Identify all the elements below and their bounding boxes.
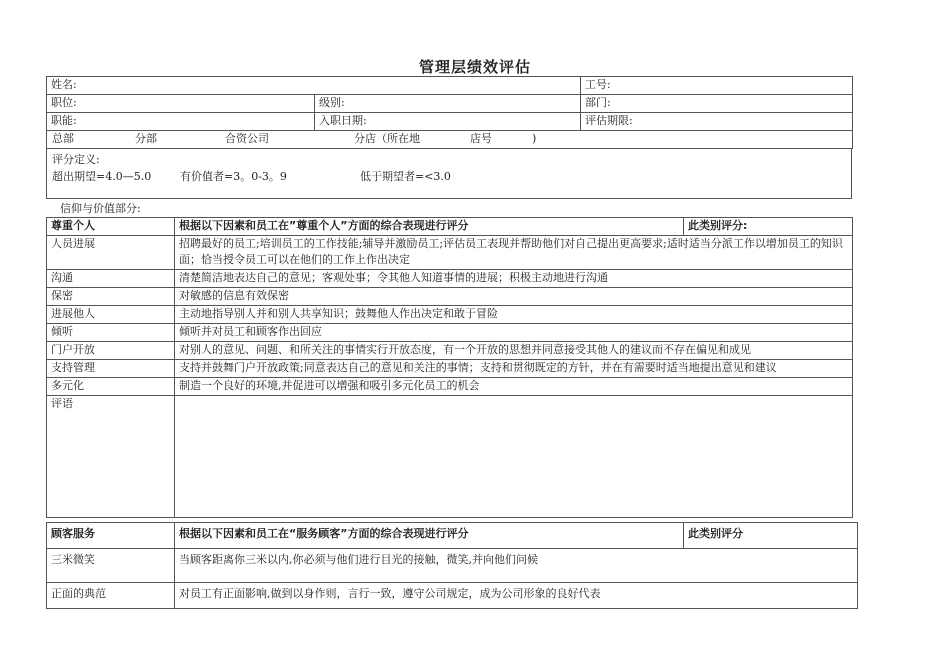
criteria-header: 根据以下因素和员工在”尊重个人”方面的综合表现进行评分 (175, 218, 684, 236)
factor-name: 倾听 (47, 324, 175, 342)
factor-description: 招聘最好的员工;培训员工的工作技能;辅导并激励员工;评估员工表现并帮助他们对自己提出更高要求;适时适当分派工作以增加员工的知识面；恰当授令员工可以在他们的工作上作出决定 (175, 236, 853, 270)
rating-exceed: 超出期望=4.0—5.0 (52, 170, 152, 183)
customer-service-table (46, 522, 858, 609)
factor-description: 对员工有正面影响,做到以身作则，言行一致，遵守公司规定，成为公司形象的良好代表 (175, 583, 858, 609)
rating-valuable: 有价值者=3。0-3。9 (180, 170, 287, 183)
rating-definition-label: 评分定义: (52, 153, 100, 166)
factor-description: 主动地指导别人并和别人共享知识；鼓舞他人作出决定和敢于冒险 (175, 306, 853, 324)
factor-name: 三米微笑 (47, 549, 175, 583)
criteria-header: 根据以下因素和员工在“服务顾客”方面的综合表现进行评分 (175, 523, 684, 549)
name-field[interactable]: 姓名: (47, 77, 581, 95)
org-store-option[interactable]: 分店（所在地 (354, 132, 420, 145)
org-hq-option[interactable]: 总部 (52, 132, 74, 145)
employee-info-table (46, 76, 853, 149)
store-number-field[interactable]: 店号 (470, 132, 492, 145)
respect-individual-table (46, 217, 853, 518)
review-period-field[interactable]: 评估期限: (581, 113, 853, 131)
position-field[interactable]: 职位: (47, 95, 315, 113)
comment-label: 评语 (47, 396, 175, 518)
factor-description: 对敏感的信息有效保密 (175, 288, 853, 306)
factor-name: 多元化 (47, 378, 175, 396)
factor-name: 进展他人 (47, 306, 175, 324)
level-field[interactable]: 级别: (315, 95, 581, 113)
org-branch-option[interactable]: 分部 (135, 132, 157, 145)
factor-description: 支持并鼓舞门户开放政策;同意表达自己的意见和关注的事情；支持和贯彻既定的方针，并在有需要时适当地提出意见和建议 (175, 360, 853, 378)
factor-name: 保密 (47, 288, 175, 306)
rating-below: 低于期望者=<3.0 (360, 170, 451, 183)
factor-name: 门户开放 (47, 342, 175, 360)
factor-name: 人员进展 (47, 236, 175, 270)
section-label: 信仰与价值部分: (60, 202, 141, 215)
hire-date-field[interactable]: 入职日期: (315, 113, 581, 131)
category-score-field[interactable]: 此类别评分 (684, 523, 858, 549)
factor-description: 对别人的意见、问题、和所关注的事情实行开放态度，有一个开放的思想并同意接受其他人的建议而不存在偏见和成见 (175, 342, 853, 360)
category-header: 顾客服务 (47, 523, 175, 549)
department-field[interactable]: 部门: (581, 95, 853, 113)
page-title: 管理层绩效评估 (418, 58, 531, 76)
rating-definition-box (46, 148, 852, 199)
org-jv-option[interactable]: 合资公司 (225, 132, 269, 145)
factor-name: 正面的典范 (47, 583, 175, 609)
function-field[interactable]: 职能: (47, 113, 315, 131)
factor-name: 支持管理 (47, 360, 175, 378)
org-close-paren: ) (532, 132, 537, 145)
factor-description: 当顾客距离你三米以内,你必须与他们进行目光的接触，微笑,并向他们问候 (175, 549, 858, 583)
factor-name: 沟通 (47, 270, 175, 288)
employee-id-field[interactable]: 工号: (581, 77, 853, 95)
category-score-field[interactable]: 此类别评分: (684, 218, 853, 236)
factor-description: 清楚简洁地表达自己的意见；客观处事；令其他人知道事情的进展；积极主动地进行沟通 (175, 270, 853, 288)
category-header: 尊重个人 (47, 218, 175, 236)
comment-area[interactable] (175, 396, 853, 518)
factor-description: 制造一个良好的环境,并促进可以增强和吸引多元化员工的机会 (175, 378, 853, 396)
org-type-row (47, 131, 853, 149)
factor-description: 倾听并对员工和顾客作出回应 (175, 324, 853, 342)
